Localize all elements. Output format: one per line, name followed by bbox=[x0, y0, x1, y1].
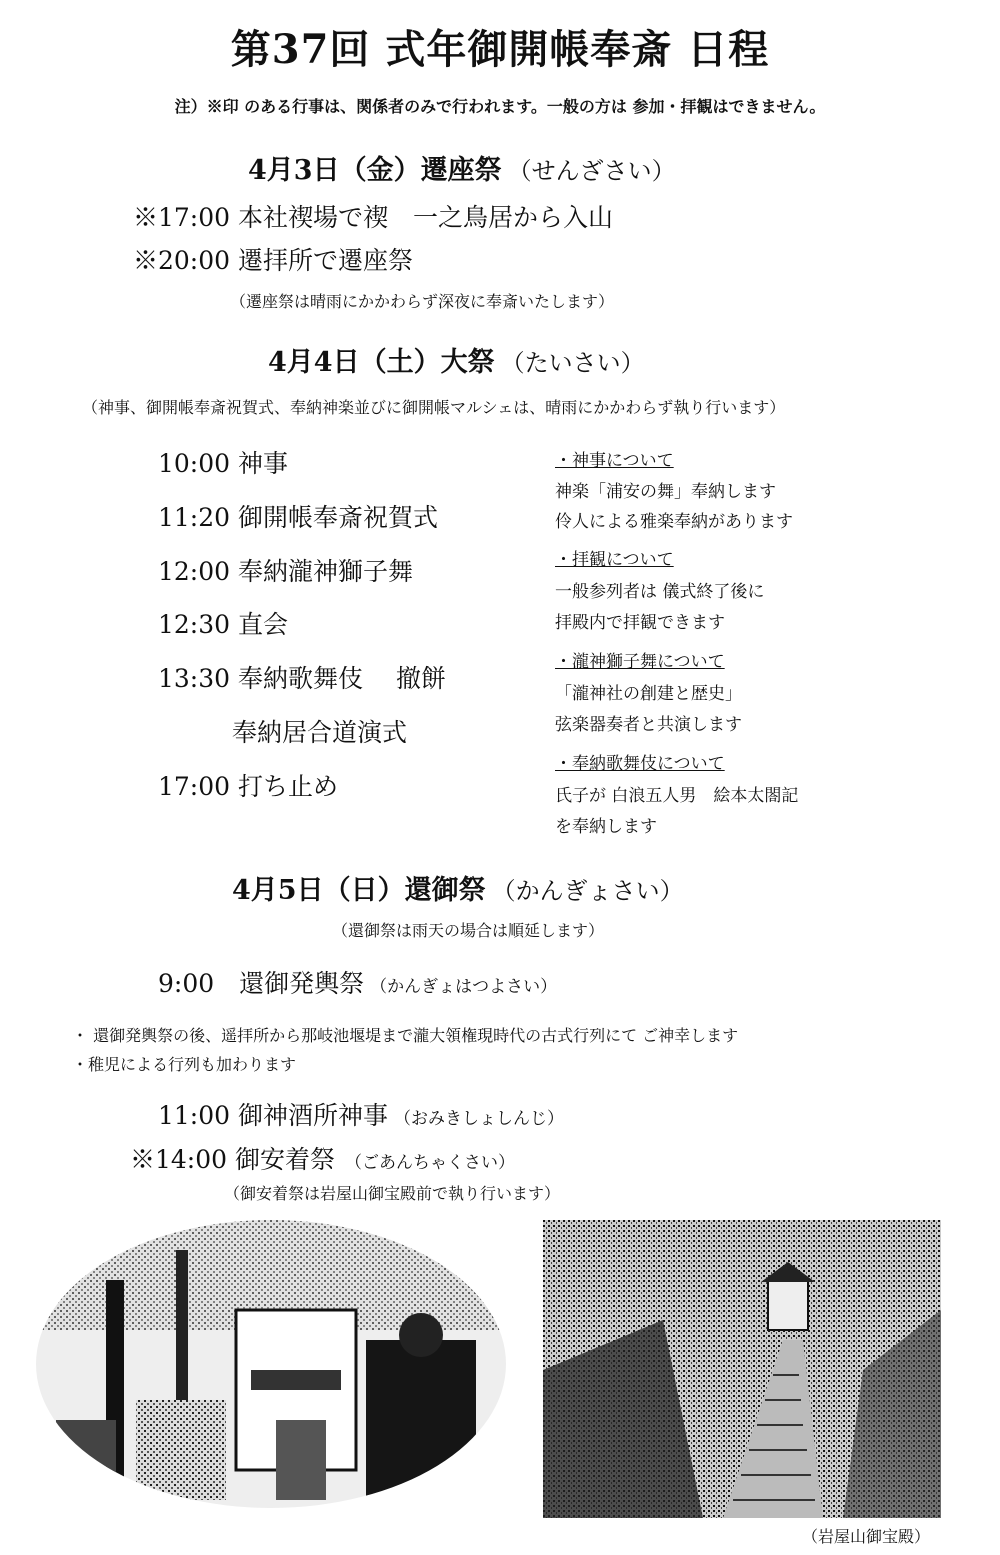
day3-event-2-reading: （おみきしょしんじ） bbox=[394, 1109, 564, 1129]
shrine-altar-photo bbox=[36, 1220, 506, 1508]
day3-heading bbox=[232, 868, 684, 907]
day3-event-3-reading: （ごあんちゃくさい） bbox=[345, 1153, 515, 1173]
day1-title: 4月3日（金）遷座祭 bbox=[248, 155, 502, 186]
day3-event-2-label: 11:00 御神酒所神事 bbox=[158, 1101, 388, 1130]
side-line-1b: 伶人による雅楽奉納があります bbox=[555, 512, 793, 532]
notice-text: 注）※印 のある行事は、関係者のみで行われます。一般の方は 参加・拝観はできません。 bbox=[174, 97, 826, 116]
day3-event-3-label: ※14:00 御安着祭 bbox=[130, 1145, 335, 1174]
day3-event-1-label: 9:00 還御発輿祭 bbox=[158, 969, 365, 998]
side-line-2a: 一般参列者は 儀式終了後に bbox=[555, 582, 765, 602]
day3-bullet-2: ・稚児による行列も加わります bbox=[72, 1055, 297, 1074]
side-head-1: ・神事について bbox=[555, 451, 674, 471]
day2-remark: （神事、御開帳奉斎祝賀式、奉納神楽並びに御開帳マルシェは、晴雨にかかわらず執り行います） bbox=[82, 398, 786, 417]
day3-event-1-reading: （かんぎょはつよさい） bbox=[370, 977, 558, 997]
day1-reading: （せんざさい） bbox=[507, 157, 676, 185]
day1-event-1: ※17:00 本社禊場で禊 一之鳥居から入山 bbox=[133, 203, 613, 232]
side-line-4a: 氏子が 白浪五人男 絵本太閤記 bbox=[555, 786, 799, 806]
day1-remark: （遷座祭は晴雨にかかわらず深夜に奉斎いたします） bbox=[230, 292, 615, 311]
side-line-3a: 「瀧神社の創建と歴史」 bbox=[555, 684, 742, 704]
day3-event-3 bbox=[130, 1140, 515, 1176]
side-head-4: ・奉納歌舞伎について bbox=[555, 754, 725, 774]
page-title: 第37回 式年御開帳奉斎 日程 bbox=[230, 26, 770, 73]
day2-event-6: 奉納居合道演式 bbox=[232, 718, 408, 747]
day2-title: 4月4日（土）大祭 bbox=[268, 347, 495, 378]
day3-event-2 bbox=[158, 1096, 564, 1132]
day3-remark: （還御祭は雨天の場合は順延します） bbox=[332, 921, 605, 940]
mountain-stairs-photo bbox=[543, 1220, 941, 1518]
day2-event-2: 11:20 御開帳奉斎祝賀式 bbox=[158, 503, 438, 532]
side-line-2b: 拝殿内で拝観できます bbox=[555, 613, 725, 633]
day1-event-2: ※20:00 遷拝所で遷座祭 bbox=[133, 246, 413, 275]
day2-heading bbox=[268, 340, 645, 379]
day3-title: 4月5日（日）還御祭 bbox=[232, 875, 486, 906]
day3-bullet-1: ・ 還御発輿祭の後、遥拝所から那岐池堰堤まで瀧大領権現時代の古式行列にて ご神幸します bbox=[72, 1026, 739, 1045]
side-line-4b: を奉納します bbox=[555, 817, 657, 837]
day2-event-1: 10:00 神事 bbox=[158, 449, 288, 478]
day2-event-7: 17:00 打ち止め bbox=[158, 772, 338, 801]
side-line-3b: 弦楽器奏者と共演します bbox=[555, 715, 742, 735]
day2-reading: （たいさい） bbox=[500, 349, 645, 377]
side-line-1a: 神楽「浦安の舞」奉納します bbox=[555, 482, 776, 502]
day2-event-5: 13:30 奉納歌舞伎 撤餅 bbox=[158, 664, 446, 693]
side-head-2: ・拝観について bbox=[555, 550, 674, 570]
day2-event-3: 12:00 奉納瀧神獅子舞 bbox=[158, 557, 413, 586]
photo-caption: （岩屋山御宝殿） bbox=[802, 1527, 931, 1546]
side-head-3: ・瀧神獅子舞について bbox=[555, 652, 725, 672]
day3-reading: （かんぎょさい） bbox=[491, 877, 684, 905]
day1-heading bbox=[248, 148, 676, 187]
day3-event-1 bbox=[158, 964, 557, 1000]
day3-event-3-remark: （御安着祭は岩屋山御宝殿前で執り行います） bbox=[224, 1184, 561, 1203]
day2-event-4: 12:30 直会 bbox=[158, 610, 288, 639]
